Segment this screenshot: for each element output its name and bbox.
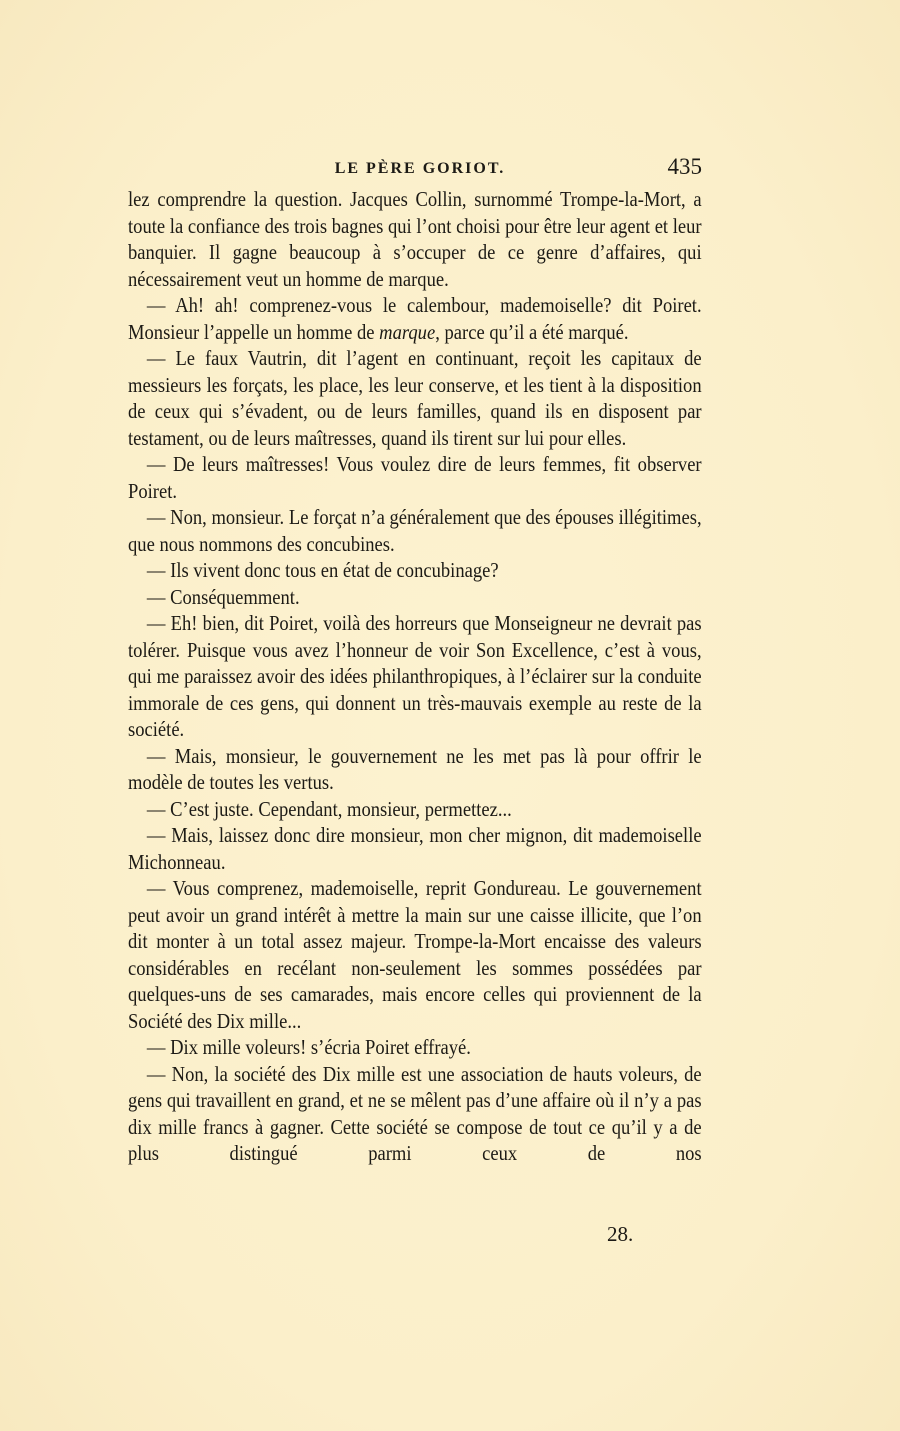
paragraph: [128, 584, 702, 611]
signature-mark: 28.: [607, 1222, 634, 1246]
paragraph-text: lez comprendre la question. Jacques Collin, surnommé Trompe-la-Mort, a toute la confiance des trois bagnes qui l’ont choisi pour être leur agent et leur banquier. Il gagne beaucoup à s’occuper de ce genre d’affaires, qui nécessairement veut un homme de marque.: [128, 187, 702, 291]
italic-word: marque: [379, 319, 436, 344]
page-number: 435: [667, 154, 702, 179]
paragraph-text: — Eh! bien, dit Poiret, voilà des horreurs que Monseigneur ne devrait pas tolérer. Puisque vous avez l’honneur de voir Son Excellence, c’est à vous, qui me paraissez avoir des idées philanthropiques, à l’éclairer sur la conduite immorale de ces gens, qui donnent un très-mauvais exemple au reste de la société.: [128, 611, 702, 741]
paragraph-text: — Ah! ah! comprenez-vous le calembour, mademoiselle? dit Poiret. Monsieur l’appelle un homme de: [128, 293, 702, 344]
paragraph: [128, 875, 702, 1034]
paragraph-text: — De leurs maîtresses! Vous voulez dire de leurs femmes, fit observer Poiret.: [128, 452, 702, 503]
paragraph-text: — C’est juste. Cependant, monsieur, permettez...: [146, 796, 512, 821]
running-title: LE PÈRE GORIOT.: [334, 160, 506, 177]
paragraph-text: — Mais, laissez donc dire monsieur, mon cher mignon, dit mademoiselle Michonneau.: [128, 823, 702, 874]
paragraph-text: — Dix mille voleurs! s’écria Poiret effrayé.: [146, 1035, 471, 1059]
paragraph-text: — Vous comprenez, mademoiselle, reprit Gondureau. Le gouvernement peut avoir un grand intérêt à mettre la main sur une caisse illicite, que l’on dit monter à un total assez majeur. Trompe-la-Mort encaisse des valeurs considérables en recélant non-seulement les sommes possédées par quelques-uns de ses camarades, mais encore celles qui proviennent de la Société des Dix mille...: [128, 876, 702, 1033]
page-header: [128, 152, 702, 188]
paragraph: [128, 186, 702, 292]
paragraph: [128, 451, 702, 504]
paragraph: [128, 796, 702, 823]
paragraph-text: — Le faux Vautrin, dit l’agent en continuant, reçoit les capitaux de messieurs les forçats, les place, les leur conserve, et les tient à la disposition de ceux qui s’évadent, ou de leurs familles, quand ils en disposent par testament, ou de leurs maîtresses, quand ils tirent sur lui pour elles.: [128, 346, 702, 450]
paragraph-text: , parce qu’il a été marqué.: [435, 319, 629, 344]
paragraph: [128, 1061, 702, 1167]
paragraph: [128, 292, 702, 345]
paragraph: [128, 1034, 702, 1061]
paragraph-text: — Conséquemment.: [146, 584, 300, 609]
paragraph-text: — Non, monsieur. Le forçat n’a généralement que des épouses illégitimes, que nous nommons des concubines.: [128, 505, 702, 556]
paragraph: [128, 610, 702, 743]
paragraph-text: — Mais, monsieur, le gouvernement ne les met pas là pour offrir le modèle de toutes les vertus.: [128, 743, 702, 794]
paragraph-text: — Non, la société des Dix mille est une association de hauts voleurs, de gens qui travaillent en grand, et ne se mêlent pas d’une affaire où il n’y a pas dix mille francs à gagner. Cette société se compose de tout ce qu’il y a de plus distingué parmi ceux de nos: [128, 1061, 702, 1165]
paragraph-text: — Ils vivent donc tous en état de concubinage?: [146, 558, 499, 582]
paragraph: [128, 557, 702, 584]
body-text: [128, 186, 702, 1167]
paragraph: [128, 822, 702, 875]
paragraph: [128, 345, 702, 451]
paragraph: [128, 504, 702, 557]
paragraph: [128, 743, 702, 796]
